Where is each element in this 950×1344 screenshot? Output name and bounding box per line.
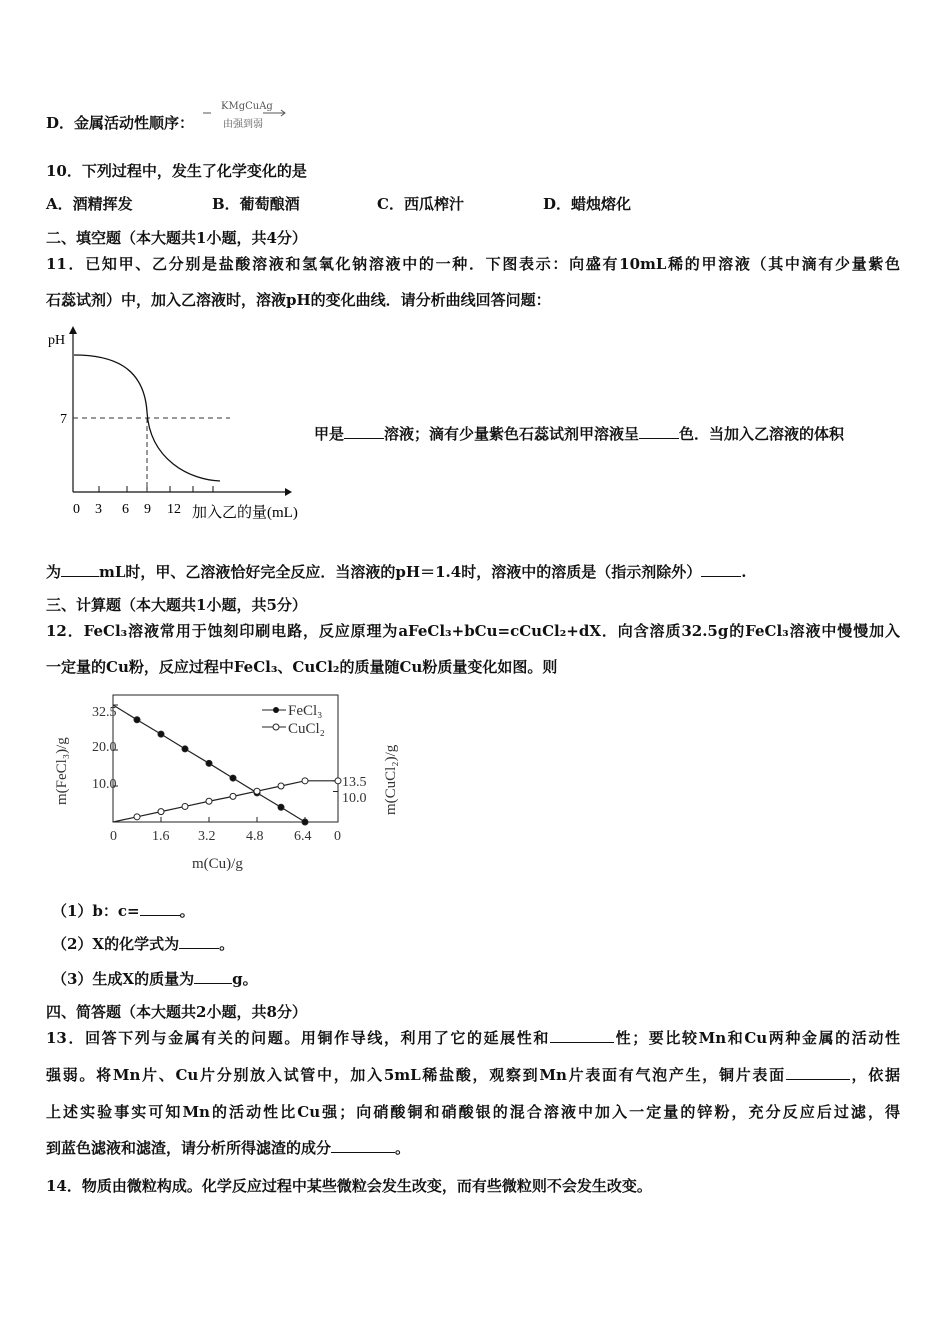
x-tick: 3: [95, 502, 102, 517]
x-tick: 0: [334, 829, 341, 844]
x-tick: 0: [73, 502, 80, 517]
text: 为: [46, 563, 62, 581]
data-point: [302, 819, 308, 825]
text: 强弱。将Mn片、Cu片分别放入试管中，加入5mL稀盐酸，观察到Mn片表面有气泡产生，铜片表面: [46, 1066, 786, 1084]
data-point: [278, 783, 284, 789]
x-tick: 4.8: [246, 829, 264, 844]
answer-blank[interactable]: [344, 424, 384, 439]
q12-sub-2: [52, 934, 234, 954]
section-2-heading: 二、填空题（本大题共1小题，共4分）: [46, 229, 307, 247]
arrow-icon: [203, 101, 293, 131]
data-point: [206, 798, 212, 804]
q12-sub-3: [52, 969, 258, 989]
text: 。: [395, 1139, 411, 1157]
data-point: [230, 775, 236, 781]
q10-option-c: C．西瓜榨汁: [377, 195, 464, 213]
y-tick-7: 7: [60, 412, 67, 427]
text: 。: [179, 902, 195, 920]
legend: [262, 703, 325, 737]
y-axis-arrow-icon: [69, 326, 77, 334]
data-point: [134, 717, 140, 723]
y-right-tick: 10.0: [342, 791, 367, 806]
q10-stem: 10．下列过程中，发生了化学变化的是: [46, 162, 307, 180]
data-point: [158, 731, 164, 737]
data-point: [134, 814, 140, 820]
x-tick: 9: [144, 502, 151, 517]
text: 甲是: [314, 425, 345, 443]
x-tick: 12: [167, 502, 181, 517]
text: 溶液；滴有少量紫色石蕊试剂甲溶液呈: [384, 425, 640, 443]
text: mL时，甲、乙溶液恰好完全反应．当溶液的pH＝1.4时，溶液中的溶质是（指示剂除外）: [99, 563, 702, 581]
data-point: [335, 778, 341, 784]
data-point: [302, 778, 308, 784]
y-left-label: m(FeCl₃)/g: [54, 737, 70, 805]
q11-line-1: 11．已知甲、乙分别是盐酸溶液和氢氧化钠溶液中的一种．下图表示：向盛有10mL稀的甲溶液（其中滴有少量紫色: [46, 255, 900, 273]
arrow-top-text: KMgCuAg: [221, 101, 273, 112]
x-axis-label: m(Cu)/g: [192, 856, 243, 872]
q11-side-text: [314, 424, 844, 444]
answer-blank[interactable]: [639, 424, 679, 439]
q12-sub-1: [52, 901, 195, 921]
q12-line-2: 一定量的Cu粉，反应过程中FeCl₃、CuCl₂的质量随Cu粉质量变化如图。则: [46, 658, 558, 676]
series-line-cucl2: [113, 781, 338, 822]
q13-line-2: [46, 1065, 900, 1085]
answer-blank[interactable]: [61, 562, 99, 577]
x-tick: 3.2: [198, 829, 216, 844]
q10-option-b: B．葡萄酿酒: [212, 195, 300, 213]
data-point: [182, 746, 188, 752]
section-3-heading: 三、计算题（本大题共1小题，共5分）: [46, 596, 307, 614]
answer-blank[interactable]: [550, 1028, 614, 1043]
legend-marker-filled: [273, 707, 279, 713]
q13-line-4: [46, 1138, 410, 1158]
x-axis-label: 加入乙的量(mL): [192, 505, 298, 521]
x-tick: 1.6: [152, 829, 170, 844]
q13-line-1: [46, 1028, 900, 1048]
data-point: [254, 788, 260, 794]
section-4-heading: 四、简答题（本大题共2小题，共8分）: [46, 1003, 307, 1021]
answer-blank[interactable]: [786, 1065, 850, 1080]
q13-line-3: 上述实验事实可知Mn的活动性比Cu强；向硝酸铜和硝酸银的混合溶液中加入一定量的锌粉，充分反应后过滤，得: [46, 1103, 900, 1121]
x-axis-arrow-icon: [285, 488, 292, 496]
answer-blank[interactable]: [701, 562, 741, 577]
text: 13．回答下列与金属有关的问题。用铜作导线，利用了它的延展性和: [46, 1029, 550, 1047]
text: ，依据: [849, 1066, 900, 1084]
y-left-tick: 20.0: [92, 740, 117, 755]
data-point: [206, 760, 212, 766]
arrow-bottom-text: 由强到弱: [223, 119, 263, 130]
text: 到蓝色滤液和滤渣，请分析所得滤渣的成分: [46, 1139, 332, 1157]
answer-blank[interactable]: [331, 1138, 395, 1153]
text: 。: [219, 935, 235, 953]
answer-blank[interactable]: [194, 969, 232, 984]
q9-option-d: [46, 113, 194, 133]
legend-label: FeCl₃: [288, 703, 323, 719]
data-point: [182, 803, 188, 809]
q12-line-1: 12．FeCl₃溶液常用于蚀刻印刷电路，反应原理为aFeCl₃+bCu=cCuCl₂+dX．向含溶质32.5g的FeCl₃溶液中慢慢加入: [46, 622, 900, 640]
answer-blank[interactable]: [140, 901, 180, 916]
data-point: [230, 793, 236, 799]
text: （1）b：c=: [52, 902, 140, 920]
q10-option-d: D．蜡烛熔化: [543, 195, 632, 213]
q10-option-a: A．酒精挥发: [46, 195, 133, 213]
text: 色．当加入乙溶液的体积: [679, 425, 845, 443]
text: g。: [232, 970, 258, 988]
option-d-label: D．金属活动性顺序：: [46, 114, 195, 132]
legend-marker-open: [273, 724, 279, 730]
data-point: [278, 804, 284, 810]
text: 性；要比较Mn和Cu两种金属的活动性: [613, 1029, 900, 1047]
q11-line-3: [46, 562, 746, 582]
text: .: [741, 563, 747, 581]
y-left-tick: 10.0: [92, 777, 117, 792]
y-left-tick: 32.5: [92, 705, 117, 720]
x-tick: 0: [110, 829, 117, 844]
y-axis-label: pH: [48, 333, 66, 348]
answer-blank[interactable]: [179, 934, 219, 949]
legend-label: CuCl₂: [288, 721, 325, 737]
text: （2）X的化学式为: [52, 935, 180, 953]
q14-stem: 14．物质由微粒构成。化学反应过程中某些微粒会发生改变，而有些微粒则不会发生改变。: [46, 1177, 652, 1195]
q11-line-2: 石蕊试剂）中，加入乙溶液时，溶液pH的变化曲线．请分析曲线回答问题：: [46, 291, 551, 309]
y-right-tick: 13.5: [342, 775, 367, 790]
x-tick: 6: [122, 502, 129, 517]
ph-curve-figure: [40, 320, 330, 530]
fecl3-cucl2-chart: [40, 690, 410, 880]
data-point: [158, 809, 164, 815]
text: （3）生成X的质量为: [52, 970, 195, 988]
y-right-label: m(CuCl₂)/g: [383, 744, 399, 815]
activity-order-arrow: [203, 101, 293, 131]
x-tick: 6.4: [294, 829, 312, 844]
